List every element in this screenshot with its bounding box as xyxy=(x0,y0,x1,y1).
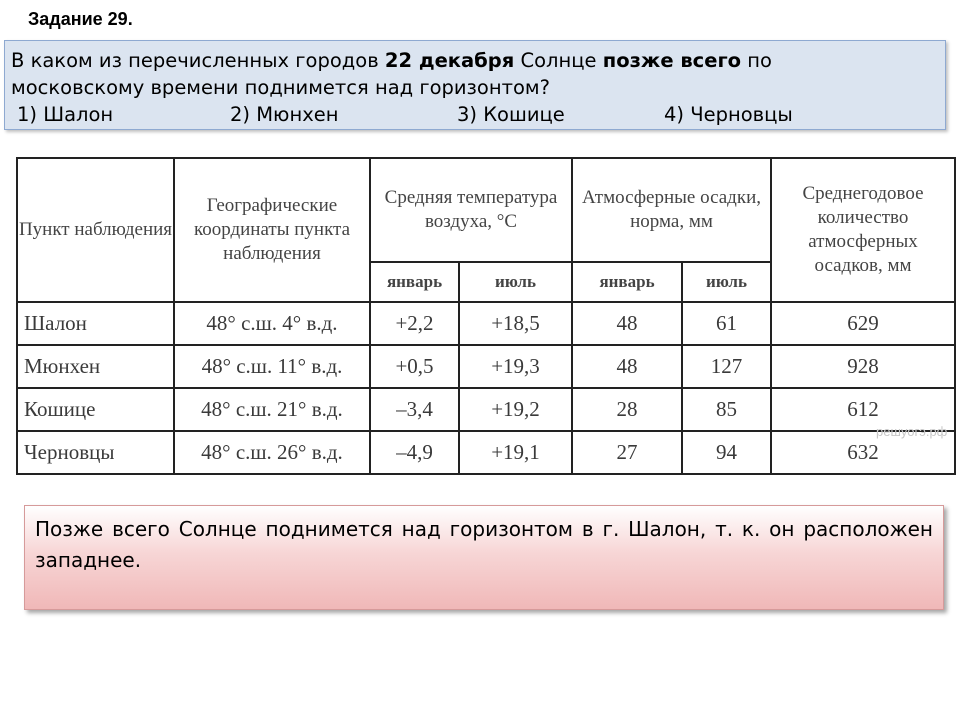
question-box xyxy=(4,40,946,130)
header-temperature: Средняя температура воздуха, °С xyxy=(370,158,572,262)
table-row xyxy=(17,431,955,474)
table-row xyxy=(17,302,955,345)
cell-annual: 928 xyxy=(771,345,955,388)
option-2: 2) Мюнхен xyxy=(230,103,339,126)
question-text-part2: Солнце xyxy=(514,49,603,72)
table-row xyxy=(17,345,955,388)
cell-temp-jul: +19,3 xyxy=(459,345,572,388)
cell-precip-jan: 27 xyxy=(572,431,682,474)
cell-annual: 629 xyxy=(771,302,955,345)
header-annual: Среднегодовое количество атмосферных осадков, мм xyxy=(771,158,955,302)
question-date: 22 декабря xyxy=(384,49,515,72)
option-3: 3) Кошице xyxy=(457,103,565,126)
cell-annual: 632 xyxy=(771,431,955,474)
cell-precip-jul: 61 xyxy=(682,302,771,345)
cell-city: Кошице xyxy=(17,388,174,431)
cell-temp-jul: +19,1 xyxy=(459,431,572,474)
header-temp-jul: июль xyxy=(459,262,572,302)
cell-precip-jan: 28 xyxy=(572,388,682,431)
header-point: Пункт наблюдения xyxy=(17,158,174,302)
cell-coords: 48° с.ш. 4° в.д. xyxy=(174,302,370,345)
cell-coords: 48° с.ш. 11° в.д. xyxy=(174,345,370,388)
header-temp-jan: январь xyxy=(370,262,459,302)
cell-temp-jan: –4,9 xyxy=(370,431,459,474)
cell-city: Шалон xyxy=(17,302,174,345)
answer-box xyxy=(24,505,944,610)
option-4: 4) Черновцы xyxy=(664,103,793,126)
question-line-1 xyxy=(11,47,939,74)
header-coords: Географические координаты пункта наблюдения xyxy=(174,158,370,302)
answer-text: Позже всего Солнце поднимется над горизонтом в г. Шалон, т. к. он расположен западнее. xyxy=(35,517,933,572)
task-title: Задание 29. xyxy=(28,9,133,29)
question-text-part1: В каком из перечисленных городов xyxy=(11,49,385,72)
cell-temp-jul: +19,2 xyxy=(459,388,572,431)
question-text-part3: по xyxy=(741,49,772,72)
cell-annual: 612 xyxy=(771,388,955,431)
header-precipitation: Атмосферные осадки, норма, мм xyxy=(572,158,771,262)
header-precip-jan: январь xyxy=(572,262,682,302)
answer-options xyxy=(11,101,939,128)
cell-coords: 48° с.ш. 21° в.д. xyxy=(174,388,370,431)
question-line-2: московскому времени поднимется над горизонтом? xyxy=(11,76,550,99)
cell-city: Мюнхен xyxy=(17,345,174,388)
cell-temp-jul: +18,5 xyxy=(459,302,572,345)
climate-table xyxy=(16,157,956,475)
cell-precip-jul: 85 xyxy=(682,388,771,431)
cell-precip-jan: 48 xyxy=(572,345,682,388)
table-row xyxy=(17,388,955,431)
cell-precip-jan: 48 xyxy=(572,302,682,345)
header-precip-jul: июль xyxy=(682,262,771,302)
cell-temp-jan: +0,5 xyxy=(370,345,459,388)
question-emphasis: позже всего xyxy=(602,49,742,72)
cell-temp-jan: +2,2 xyxy=(370,302,459,345)
option-1: 1) Шалон xyxy=(17,103,114,126)
cell-coords: 48° с.ш. 26° в.д. xyxy=(174,431,370,474)
cell-city: Черновцы xyxy=(17,431,174,474)
cell-temp-jan: –3,4 xyxy=(370,388,459,431)
source-watermark: решуогэ.рф xyxy=(876,424,948,439)
cell-precip-jul: 127 xyxy=(682,345,771,388)
cell-precip-jul: 94 xyxy=(682,431,771,474)
